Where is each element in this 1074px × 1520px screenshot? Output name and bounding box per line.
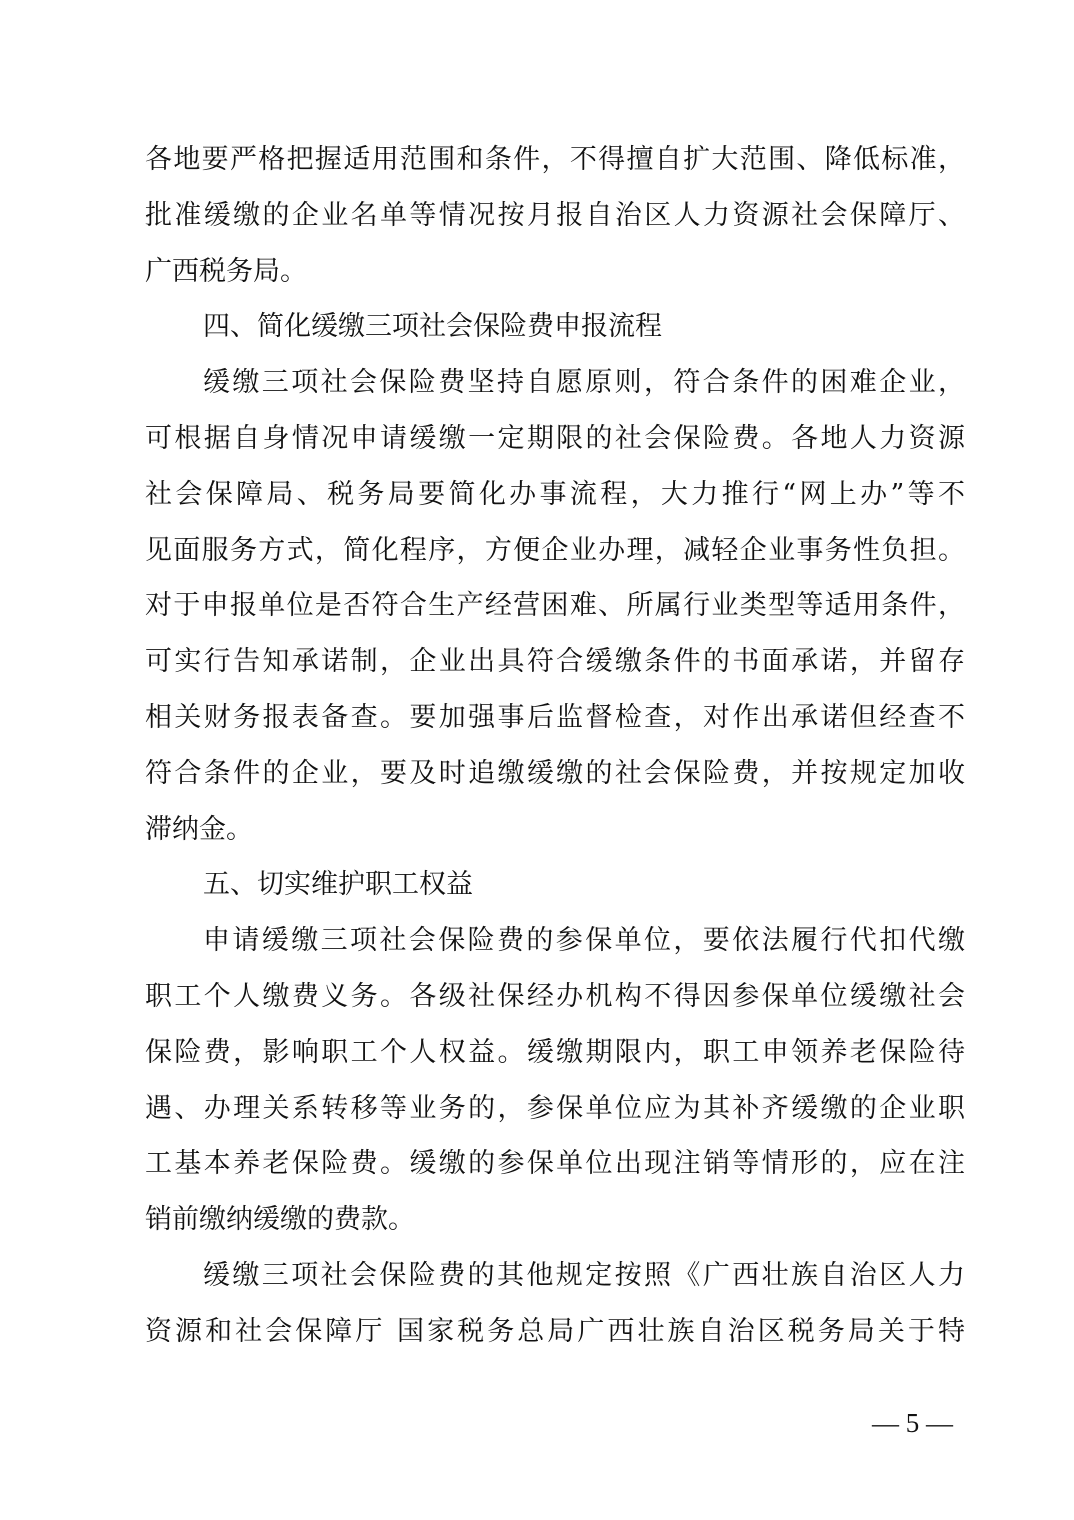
- section-heading: 五、切实维护职工权益: [203, 869, 473, 901]
- text-line: 相关财务报表备查。要加强事后监督检查，对作出承诺但经查不: [145, 701, 965, 733]
- text-line: 批准缓缴的企业名单等情况按月报自治区人力资源社会保障厅、: [145, 199, 965, 231]
- text-line: 工基本养老保险费。缓缴的参保单位出现注销等情形的，应在注: [145, 1148, 965, 1180]
- text-line: 可实行告知承诺制，企业出具符合缓缴条件的书面承诺，并留存: [145, 646, 965, 678]
- text-line: 见面服务方式，简化程序，方便企业办理，减轻企业事务性负担。: [145, 534, 965, 566]
- text-line: 申请缓缴三项社会保险费的参保单位，要依法履行代扣代缴: [203, 925, 965, 957]
- text-line: 缓缴三项社会保险费的其他规定按照《广西壮族自治区人力: [203, 1259, 965, 1291]
- text-line: 销前缴纳缓缴的费款。: [145, 1204, 415, 1236]
- text-line: 保险费，影响职工个人权益。缓缴期限内，职工申领养老保险待: [145, 1036, 965, 1068]
- section-heading: 四、简化缓缴三项社会保险费申报流程: [203, 311, 662, 343]
- text-line: 可根据自身情况申请缓缴一定期限的社会保险费。各地人力资源: [145, 422, 965, 454]
- text-line: 遇、办理关系转移等业务的，参保单位应为其补齐缓缴的企业职: [145, 1092, 965, 1124]
- document-body: [145, 132, 965, 1360]
- text-line: 滞纳金。: [145, 813, 253, 845]
- text-line: 缓缴三项社会保险费坚持自愿原则，符合条件的困难企业，: [203, 367, 965, 399]
- text-line: 广西税务局。: [145, 255, 307, 287]
- text-line: 社会保障局、税务局要简化办事流程，大力推行“网上办”等不: [145, 478, 965, 510]
- text-line: 资源和社会保障厅 国家税务总局广西壮族自治区税务局关于特: [145, 1315, 965, 1347]
- text-line: 各地要严格把握适用范围和条件，不得擅自扩大范围、降低标准，: [145, 144, 965, 175]
- text-line: 符合条件的企业，要及时追缴缓缴的社会保险费，并按规定加收: [145, 757, 965, 789]
- text-line: 职工个人缴费义务。各级社保经办机构不得因参保单位缓缴社会: [145, 980, 965, 1012]
- text-line: 对于申报单位是否符合生产经营困难、所属行业类型等适用条件，: [145, 590, 965, 622]
- page-number: — 5 —: [872, 1408, 953, 1438]
